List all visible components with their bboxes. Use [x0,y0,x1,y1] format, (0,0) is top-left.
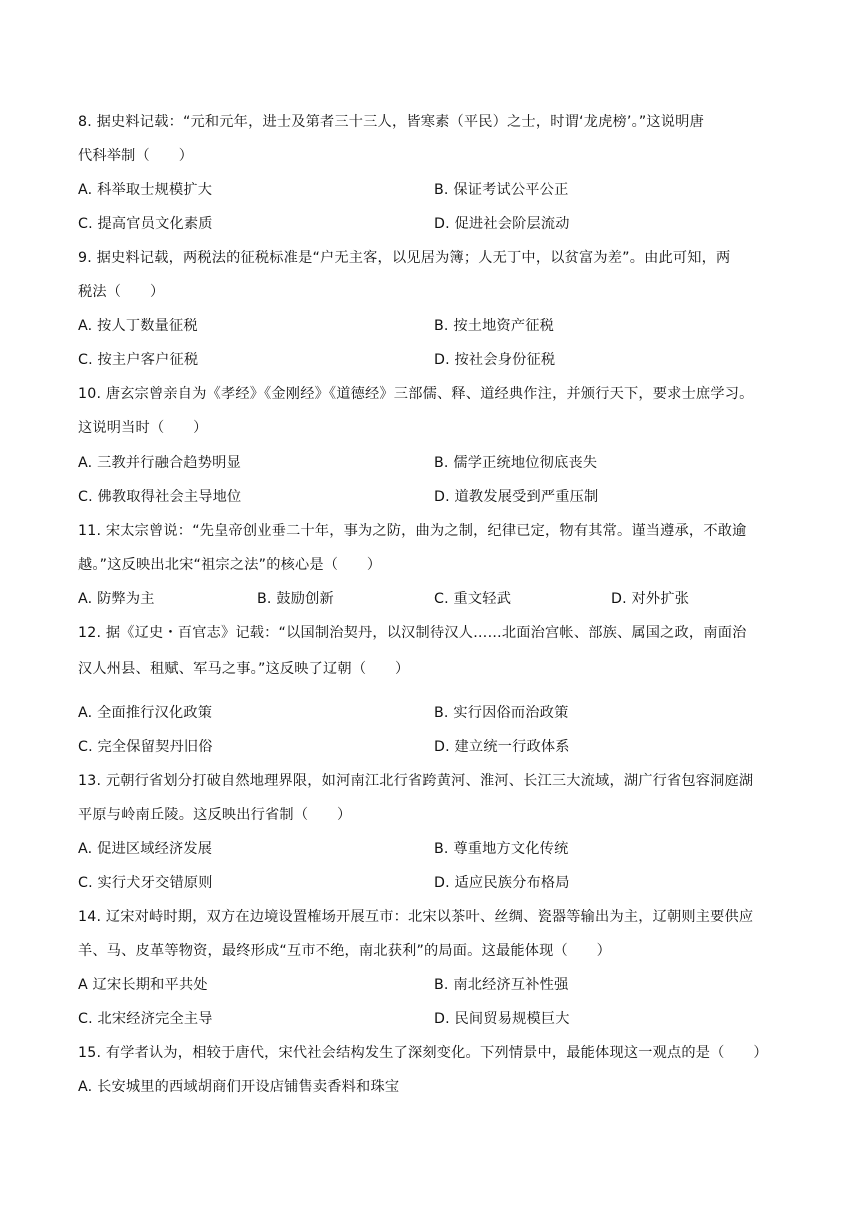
question-10-option-a: A. 三教并行融合趋势明显 [78,455,241,471]
question-15-stem-line-1: 15. 有学者认为，相较于唐代，宋代社会结构发生了深刻变化。下列情景中，最能体现这一观点的是（ ） [78,1045,768,1061]
question-13-stem-line-2: 平原与岭南丘陵。这反映出行省制（ ） [78,807,352,823]
question-15-option-a: A. 长安城里的西域胡商们开设店铺售卖香料和珠宝 [78,1079,400,1095]
question-10-option-d: D. 道教发展受到严重压制 [434,489,599,505]
question-9-option-c: C. 按主户客户征税 [78,352,199,368]
question-8-stem-line-1: 8. 据史料记载：“元和元年，进士及第者三十三人，皆寒素（平民）之士，时谓‘龙虎榜’。”这说明唐 [78,114,704,130]
question-14-option-d: D. 民间贸易规模巨大 [434,1011,570,1027]
question-12-stem-line-2: 汉人州县、租赋、军马之事。”这反映了辽朝（ ） [78,661,410,677]
question-12-option-a: A. 全面推行汉化政策 [78,705,213,721]
question-8-option-c: C. 提高官员文化素质 [78,216,213,232]
question-9-stem-line-2: 税法（ ） [78,284,165,300]
question-9-stem-line-1: 9. 据史料记载，两税法的征税标准是“户无主客，以见居为簿；人无丁中，以贫富为差”。由此可知，两 [78,250,731,266]
question-14-option-a: A 辽宋长期和平共处 [78,977,208,993]
question-11-stem-line-2: 越。”这反映出北宋“祖宗之法”的核心是（ ） [78,557,382,573]
question-11-option-c: C. 重文轻武 [434,591,512,607]
question-10-stem-line-1: 10. 唐玄宗曾亲自为《孝经》《金刚经》《道德经》三部儒、释、道经典作注，并颁行天下，要求士庶学习。 [78,386,754,402]
question-8-option-b: B. 保证考试公平公正 [434,182,569,198]
question-10-option-c: C. 佛教取得社会主导地位 [78,489,242,505]
question-12-option-b: B. 实行因俗而治政策 [434,705,569,721]
question-9-option-b: B. 按土地资产征税 [434,318,555,334]
question-8-option-d: D. 促进社会阶层流动 [434,216,570,232]
question-11-option-b: B. 鼓励创新 [257,591,334,607]
question-13-option-d: D. 适应民族分布格局 [434,875,570,891]
question-12-option-c: C. 完全保留契丹旧俗 [78,739,213,755]
question-13-option-c: C. 实行犬牙交错原则 [78,875,213,891]
question-14-option-b: B. 南北经济互补性强 [434,977,569,993]
question-11-stem-line-1: 11. 宋太宗曾说：“先皇帝创业垂二十年，事为之防，曲为之制，纪律已定，物有其常。谨当遵承，不敢逾 [78,523,747,539]
question-8-option-a: A. 科举取士规模扩大 [78,182,213,198]
question-9-option-a: A. 按人丁数量征税 [78,318,198,334]
question-14-option-c: C. 北宋经济完全主导 [78,1011,213,1027]
question-14-stem-line-2: 羊、马、皮革等物资，最终形成“互市不绝，南北获利”的局面。这最能体现（ ） [78,943,612,959]
question-8-stem-line-2: 代科举制（ ） [78,148,194,164]
question-13-option-b: B. 尊重地方文化传统 [434,841,569,857]
question-11-option-a: A. 防弊为主 [78,591,155,607]
question-14-stem-line-1: 14. 辽宋对峙时期，双方在边境设置榷场开展互市：北宋以茶叶、丝绸、瓷器等输出为主，辽朝则主要供应 [78,909,754,925]
question-9-option-d: D. 按社会身份征税 [434,352,556,368]
question-11-option-d: D. 对外扩张 [611,591,690,607]
question-10-option-b: B. 儒学正统地位彻底丧失 [434,455,598,471]
question-13-stem-line-1: 13. 元朝行省划分打破自然地理界限，如河南江北行省跨黄河、淮河、长江三大流域，湖广行省包容洞庭湖 [78,773,754,789]
question-12-stem-line-1: 12. 据《辽史・百官志》记载：“以国制治契丹，以汉制待汉人……北面治宫帐、部族、属国之政，南面治 [78,625,747,641]
question-13-option-a: A. 促进区域经济发展 [78,841,213,857]
question-10-stem-line-2: 这说明当时（ ） [78,420,208,436]
question-12-option-d: D. 建立统一行政体系 [434,739,570,755]
